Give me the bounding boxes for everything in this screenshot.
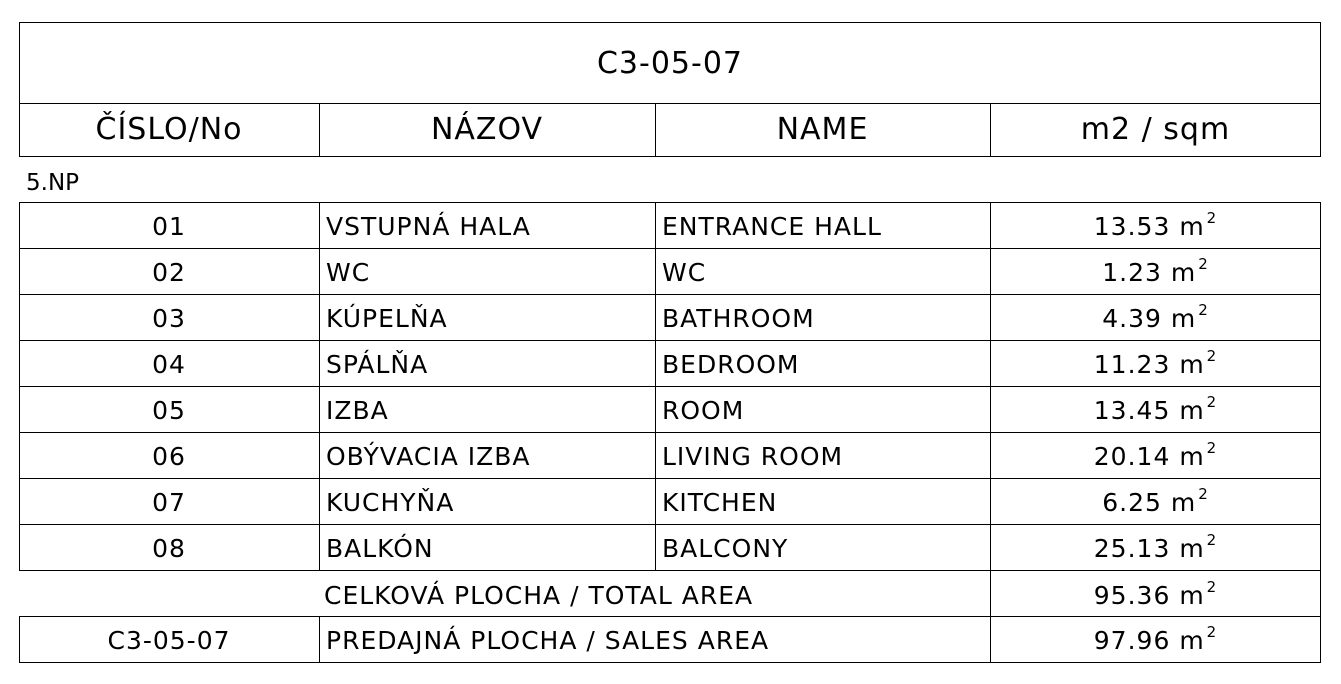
area-unit-sup: 2 [1198, 255, 1209, 273]
area-value: 25.13 [1093, 534, 1171, 563]
area-unit-sup: 2 [1206, 209, 1218, 227]
row-number: 04 [152, 350, 186, 379]
row-name-sk: WC [326, 258, 371, 287]
row-name-en: BALCONY [662, 534, 789, 563]
area-value: 13.45 [1093, 396, 1171, 425]
row-name-en: KITCHEN [662, 488, 778, 517]
area-value: 13.53 [1093, 212, 1171, 241]
row-divider [19, 340, 1321, 341]
row-name-sk: SPÁLŇA [326, 350, 429, 379]
header-number: ČÍSLO/No [95, 112, 243, 147]
row-name-sk: KUCHYŇA [326, 488, 455, 517]
area-unit-sup: 2 [1206, 439, 1218, 457]
area-unit: m [1170, 258, 1197, 287]
row-area [990, 393, 1321, 425]
floor-label: 5.NP [26, 170, 80, 196]
sales-unit-code: C3-05-07 [107, 626, 231, 655]
row-name-sk: OBÝVACIA IZBA [326, 442, 531, 471]
row-name-sk: BALKÓN [326, 534, 434, 563]
area-unit: m [1179, 396, 1205, 425]
row-area [990, 531, 1321, 563]
area-unit-sup: 2 [1198, 301, 1209, 319]
row-name-en: LIVING ROOM [662, 442, 844, 471]
sales-area-label: PREDAJNÁ PLOCHA / SALES AREA [326, 626, 770, 655]
header-area: m2 / sqm [1080, 112, 1231, 147]
row-area [990, 347, 1321, 379]
total-area-value [990, 578, 1321, 610]
row-number: 05 [152, 396, 186, 425]
row-divider [19, 524, 1321, 525]
row-divider [19, 432, 1321, 433]
area-unit: m [1179, 350, 1205, 379]
header-name-en: NAME [776, 112, 869, 147]
area-unit: m [1179, 442, 1205, 471]
area-unit-sup: 2 [1206, 347, 1218, 365]
table-title: C3-05-07 [596, 46, 744, 81]
row-number: 01 [152, 212, 186, 241]
row-area [990, 255, 1321, 287]
area-unit: m [1170, 304, 1197, 333]
area-value: 11.23 [1093, 350, 1171, 379]
row-number: 06 [152, 442, 186, 471]
area-value: 95.36 [1093, 581, 1171, 610]
row-name-en: BEDROOM [662, 350, 800, 379]
total-area-label: CELKOVÁ PLOCHA / TOTAL AREA [324, 581, 754, 610]
area-unit-sup: 2 [1206, 578, 1218, 596]
header-name-sk: NÁZOV [430, 112, 544, 147]
sales-col-divider-1 [319, 616, 320, 663]
sales-area-value [990, 623, 1321, 655]
row-name-sk: KÚPELŇA [326, 304, 448, 333]
row-divider [19, 248, 1321, 249]
area-unit: m [1179, 626, 1205, 655]
row-number: 08 [152, 534, 186, 563]
area-unit: m [1179, 581, 1205, 610]
row-number: 02 [152, 258, 186, 287]
area-value: 6.25 [1102, 488, 1162, 517]
row-name-sk: VSTUPNÁ HALA [326, 212, 531, 241]
area-unit: m [1179, 212, 1205, 241]
header-divider [19, 103, 1321, 104]
area-unit-sup: 2 [1206, 623, 1218, 641]
row-divider [19, 386, 1321, 387]
row-area [990, 485, 1321, 517]
area-unit: m [1179, 534, 1205, 563]
row-name-en: WC [662, 258, 707, 287]
area-unit-sup: 2 [1206, 393, 1218, 411]
row-area [990, 439, 1321, 471]
row-number: 03 [152, 304, 186, 333]
area-unit-sup: 2 [1198, 485, 1209, 503]
area-value: 1.23 [1102, 258, 1162, 287]
area-unit-sup: 2 [1206, 531, 1218, 549]
row-area [990, 209, 1321, 241]
row-divider [19, 294, 1321, 295]
row-name-en: BATHROOM [662, 304, 815, 333]
area-value: 4.39 [1102, 304, 1162, 333]
row-name-en: ENTRANCE HALL [662, 212, 882, 241]
area-value: 20.14 [1093, 442, 1171, 471]
row-divider [19, 478, 1321, 479]
row-area [990, 301, 1321, 333]
area-value: 97.96 [1093, 626, 1171, 655]
area-unit: m [1170, 488, 1197, 517]
row-number: 07 [152, 488, 186, 517]
row-name-en: ROOM [662, 396, 745, 425]
row-name-sk: IZBA [326, 396, 389, 425]
